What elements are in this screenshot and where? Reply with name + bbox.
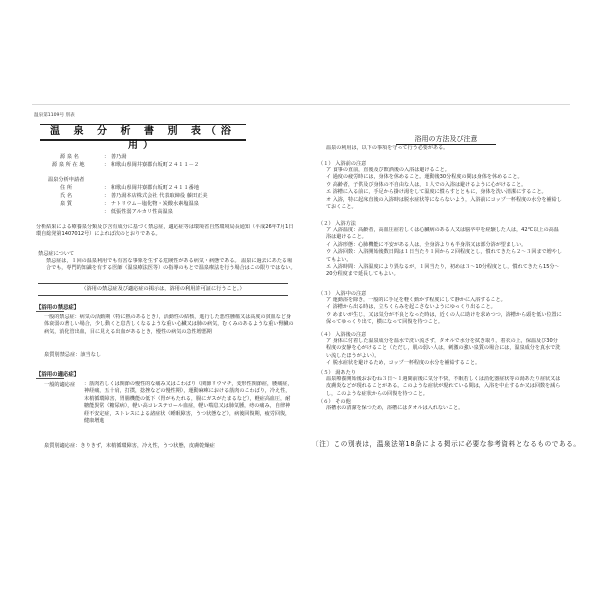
analyst-heading: 温泉分析申請者 [48,177,85,183]
footnote: 〔注〕この別表は，温泉法第18条による掲示に必要な参考資料となるものである。 [312,440,581,448]
source-location-value: ： 和歌山県岡井寮郡台坂町２４１１－２ [104,162,200,168]
contra-specific-label: 泉質別禁忌症：該当なし [44,352,102,358]
address-value: ： 和歌山県岡井寮郡台坂町２４１１番地 [104,185,200,191]
section6-text: 浴槽水の清潔を保つため，浴槽にはタオルは入れないこと。 [326,405,464,411]
right-intro: 温泉の利用は，以下の事項を守って行う必要がある。 [326,145,449,151]
contra-heading: 【浴用の禁忌症】 [36,305,80,311]
section5-heading: （５） 湯あたり [318,370,356,376]
section3-text: ア 運動浴を除き，一般的に手足を軽く動かす程度にして静かに入浴すること。 イ 浴槽から出る時は，立ちくらみを起こさないようにゆっくり出ること。 ウ めまいが生じ，又は気分が不良となった時は，近くの人に助けを求めつつ，浴槽から頭を低い位置に保ってゆっくり出て，横になって回復を待つこと。 [326,297,562,326]
section4-text: ア 身体に付着した温泉成分を温水で洗い流さず，タオルで水分を拭き取り，着衣の上，保温及び30分程度の安静を心がけること（ただし，肌の弱い人は，刺激の強い泉質の場合には，温泉成分を真水で洗い流したほうがよい）。 イ 脱水症状を避けるため，コップ一杯程度の水分を補給すること。 [326,338,561,367]
address-label: 住 所 [60,185,73,191]
source-name-label: 源 泉 名 [60,154,79,160]
indic-general-text: ：筋肉若しくは関節の慢性的な痛み又はこわばり（関節リウマチ，変形性関節症，腰痛症，神経痛，五十肩，打撲，捻挫などの慢性期），運動麻痺における筋肉のこわばり，冷え性，末梢循環障害，胃腸機能の低下（胃がもたれる，腸にガスがたまるなど），軽症高血圧，耐糖能異常（糖尿病），軽い高コレステロール血症，軽い喘息又は肺気腫，痔の痛み，自律神経不安定症，ストレスによる諸症状（睡眠障害，うつ状態など），病後回復期，疲労回復，健康増進 [84,381,293,425]
source-name-value: ： 善乃湯 [104,154,127,160]
contra-general-text: 一般的禁忌症：病気の活動期（特に熱のあるとき），活動性の結核，進行した悪性腫瘍又は高度の貧血など身体衰弱の著しい場合，少し動くと息苦しくなるような重い心臓又は肺の病気，むくみのあるような重い腎臓の病気，消化管出血，目に見える出血があるとき，慢性の病気の急性増悪期 [44,314,294,335]
indic-heading: 【浴用の適応症】 [36,372,80,378]
indic-general-label: 一般的適応症 [44,382,76,388]
section3-heading: （３） 入浴中の注意 [318,291,367,297]
bath-caution-text: 禁忌症は，１回の温泉利用でも有害な事象を生ずる危険性がある病気・病態である。 温泉に過去にあたる場合でも，専門的知識を有する医師（温泉療法医等）の指導のもとで温泉療法を行う場合はこの限りではない。 [46,258,296,272]
section1-text: ア 食事の直前，直後及び飲酒後の入浴は避けること。 イ 過度の疲労時には，身体を休めること。運動後30分程度の間は身体を休めること。 ウ 高齢者，子供及び身体の不自由な人は，１人での入浴は避けるように心がけること。 エ 浴槽に入る前に，手足から掛け湯をして温度に慣らすとともに，身体を洗い清潔にすること。 オ 入浴，特に起床直後の入浴時は脱水症状等にならないよう，入浴前にコップ一杯程度の水分を補給しておくこと。 [326,167,562,211]
right-title: 浴用の方法及び注意 [396,134,496,145]
section2-heading: （２） 入浴方法 [318,221,356,227]
spring-type-value: ： ナトリウム－塩化物・炭酸水素塩温泉 [104,201,199,207]
bath-caution-heading: 禁忌症について [38,251,75,257]
document-number: 温泉第1109号 別表 [34,113,75,118]
section6-heading: （６） その他 [318,399,351,405]
section4-heading: （４） 入浴後の注意 [318,332,367,338]
indic-specific-label: 泉質別適応症：きりきず，末梢循環障害，冷え性，うつ状態，皮膚乾燥症 [44,443,215,449]
name-value: ： 善乃湯本店株式会社 代表取締役 藤田正美 [104,193,208,199]
section1-heading: （１） 入浴前の注意 [318,161,367,167]
page-title: 温 泉 分 析 書 別 表（浴用） [40,124,246,141]
intro-text: 分析結果による療養泉分類及び含有成分に基づく禁忌症，適応症等は環境省自然環境局長通知（平成26年7月1日 環自総発第1407012号）によれば次のとおりである。 [36,224,294,238]
indic-heading-underline [36,378,64,379]
source-location-label: 源 泉 所 在 地 [52,162,85,168]
boxed-note: （浴用の禁忌症及び適応症の掲示は，浴用の利用許可証に行うこと。） [38,283,288,296]
name-label: 氏 名 [60,193,73,199]
section5-text: 温泉療養開始後おおむね３日～１週間前後に気分不快，不眠若しくは消化器症状等の湯あたり症状又は皮膚炎などが現れることがある。このような症状が現れている間は，入浴を中止するか又は回数を減らし，このような症状からの回復を待つこと。 [326,376,561,397]
section2-text: ア 入浴温度：高齢者，高血圧症若しくは心臓病のある人又は脳卒中を経験した人は，42℃以上の高温浴は避けること。 イ 入浴形態：心肺機能に不安がある人は，全身浴よりも半身浴又は部分浴が望ましい。 ウ 入浴回数：入浴開始後数日間は１日当たり１回から２回程度とし，慣れてきたら２～３回まで増やしてもよい。 エ 入浴時間：入浴温度により異なるが，１回当たり，初めは３～10分程度とし，慣れてきたら15分～20分程度まで延長してもよい。 [326,227,562,278]
contra-heading-underline [36,311,64,312]
spring-type-label: 泉 質 [60,201,73,207]
ph-value: ： 低張性弱アルカリ性高温泉 [104,209,173,215]
